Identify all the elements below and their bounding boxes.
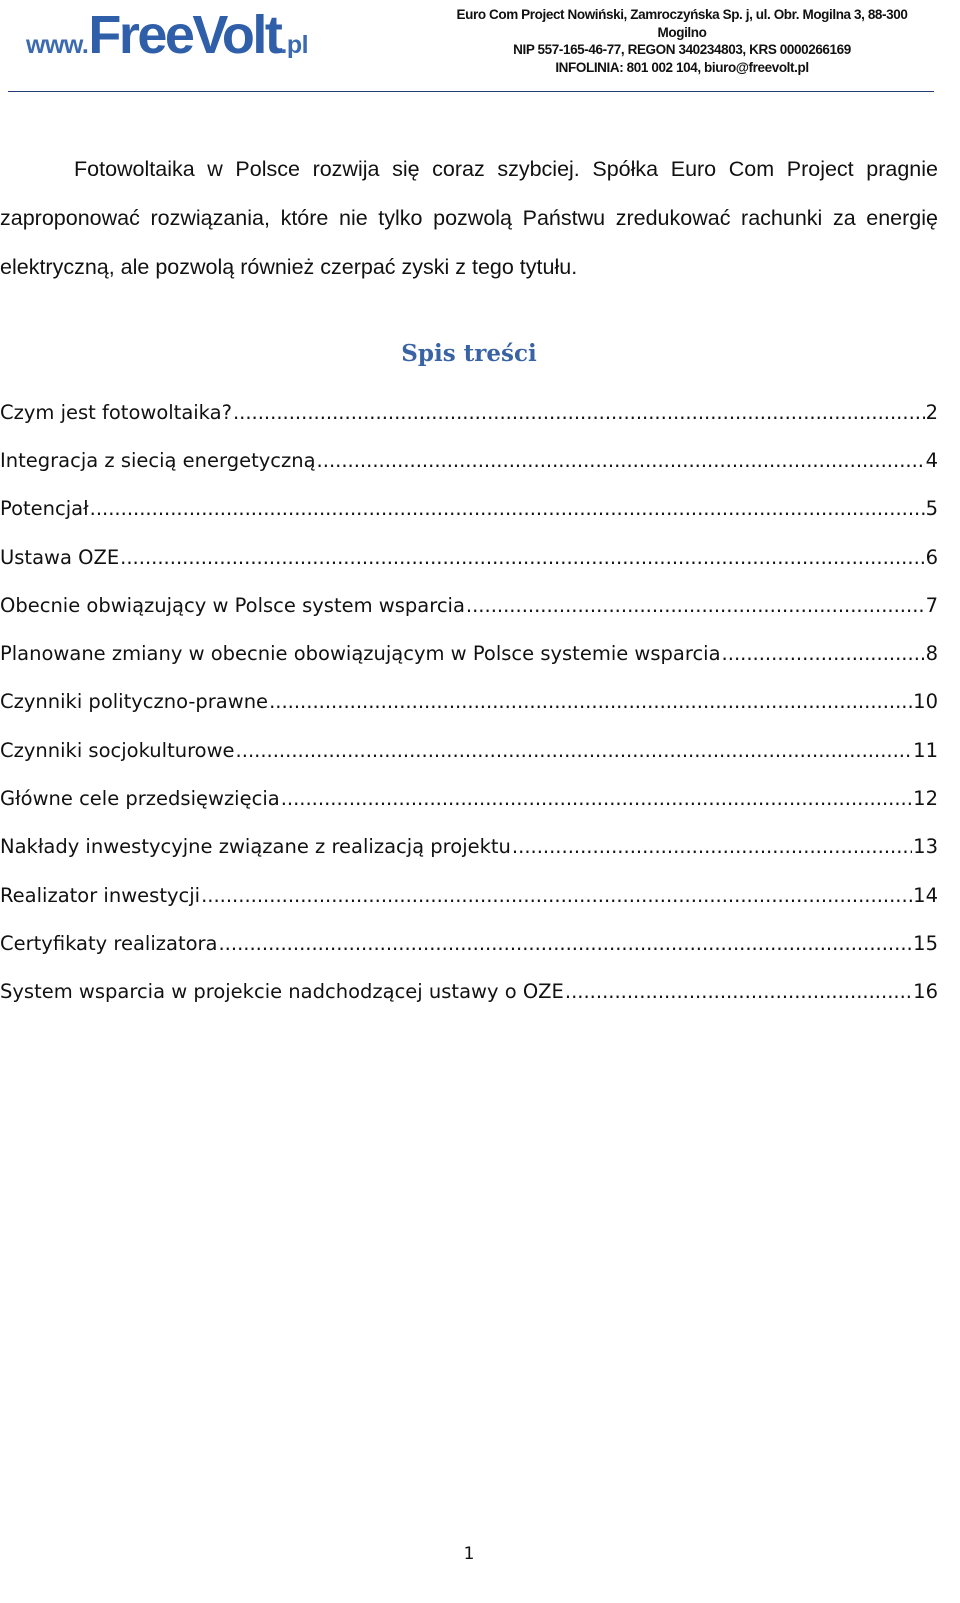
toc-entry-title: Potencjał (0, 497, 89, 521)
toc-entry-page: 4 (925, 448, 938, 472)
toc-leader (269, 690, 912, 713)
intro-text: Fotowoltaika w Polsce rozwija się coraz szybciej. Spółka Euro Com Project pragnie zaproponować rozwiązania, które nie tylko pozwolą Państwu zredukować rachunki za energię elektryczną, ale pozwolą również czerpać zyski z tego tytułu. (0, 157, 938, 279)
toc-entry-page: 13 (913, 835, 938, 859)
toc-entry[interactable] (0, 629, 938, 677)
toc-entry[interactable] (0, 871, 938, 919)
toc-entry[interactable] (0, 388, 938, 436)
toc-entry-title: Obecnie obwiązujący w Polsce system wsparcia (0, 593, 465, 617)
toc-leader (317, 449, 925, 472)
logo-brand: FreeVolt (88, 5, 281, 65)
toc-entry[interactable] (0, 533, 938, 581)
page-header (0, 0, 960, 100)
header-divider (8, 91, 934, 92)
table-of-contents (0, 388, 938, 1016)
toc-entry[interactable] (0, 485, 938, 533)
toc-entry[interactable] (0, 968, 938, 1016)
toc-entry-page: 6 (925, 545, 938, 569)
toc-entry-page: 8 (925, 642, 938, 666)
toc-entry-title: Czynniki polityczno-prawne (0, 690, 269, 714)
toc-entry-title: Główne cele przedsięwzięcia (0, 787, 280, 811)
toc-entry-title: Ustawa OZE (0, 545, 120, 569)
freevolt-logo (26, 4, 308, 66)
toc-entry-page: 14 (913, 883, 938, 907)
toc-entry-page: 2 (925, 400, 938, 424)
toc-entry-title: Czynniki socjokulturowe (0, 738, 235, 762)
company-registration: NIP 557-165-46-77, REGON 340234803, KRS 0000266169 (513, 42, 851, 57)
logo-tld: .pl (280, 31, 309, 59)
toc-leader (512, 835, 912, 858)
toc-leader (565, 980, 912, 1003)
toc-entry[interactable] (0, 678, 938, 726)
toc-leader (236, 739, 913, 762)
toc-leader (722, 642, 925, 665)
toc-entry-page: 12 (913, 787, 938, 811)
toc-entry-page: 10 (913, 690, 938, 714)
toc-entry-title: Certyfikaty realizatora (0, 931, 218, 955)
toc-leader (90, 497, 925, 520)
toc-entry-title: Integracja z siecią energetyczną (0, 448, 316, 472)
toc-entry[interactable] (0, 823, 938, 871)
toc-leader (233, 401, 925, 424)
toc-entry-page: 16 (913, 980, 938, 1004)
toc-entry[interactable] (0, 581, 938, 629)
toc-leader (466, 594, 925, 617)
toc-entry[interactable] (0, 726, 938, 774)
toc-entry-title: Realizator inwestycji (0, 883, 201, 907)
toc-entry-title: System wsparcia w projekcie nadchodzącej ustawy o OZE (0, 980, 564, 1004)
intro-paragraph (0, 145, 938, 292)
toc-entry-page: 5 (925, 497, 938, 521)
page-number: 1 (463, 1544, 475, 1564)
toc-entry-title: Planowane zmiany w obecnie obowiązującym w Polsce systemie wsparcia (0, 642, 721, 666)
toc-leader (281, 787, 912, 810)
toc-leader (120, 546, 924, 569)
company-info (442, 6, 922, 76)
logo-www: www. (26, 31, 89, 59)
toc-leader (218, 932, 912, 955)
toc-entry-title: Czym jest fotowoltaika? (0, 400, 232, 424)
company-contact: INFOLINIA: 801 002 104, biuro@freevolt.pl (555, 59, 809, 75)
toc-title: Spis treści (401, 340, 537, 367)
toc-entry-page: 11 (913, 738, 938, 762)
toc-entry-page: 15 (913, 931, 938, 955)
toc-entry[interactable] (0, 436, 938, 484)
toc-leader (201, 884, 912, 907)
toc-entry-page: 7 (925, 593, 938, 617)
toc-entry[interactable] (0, 919, 938, 967)
toc-entry-title: Nakłady inwestycyjne związane z realizacją projektu (0, 835, 511, 859)
company-address: Euro Com Project Nowiński, Zamroczyńska Sp. j, ul. Obr. Mogilna 3, 88-300 Mogilno (456, 7, 908, 40)
toc-entry[interactable] (0, 774, 938, 822)
